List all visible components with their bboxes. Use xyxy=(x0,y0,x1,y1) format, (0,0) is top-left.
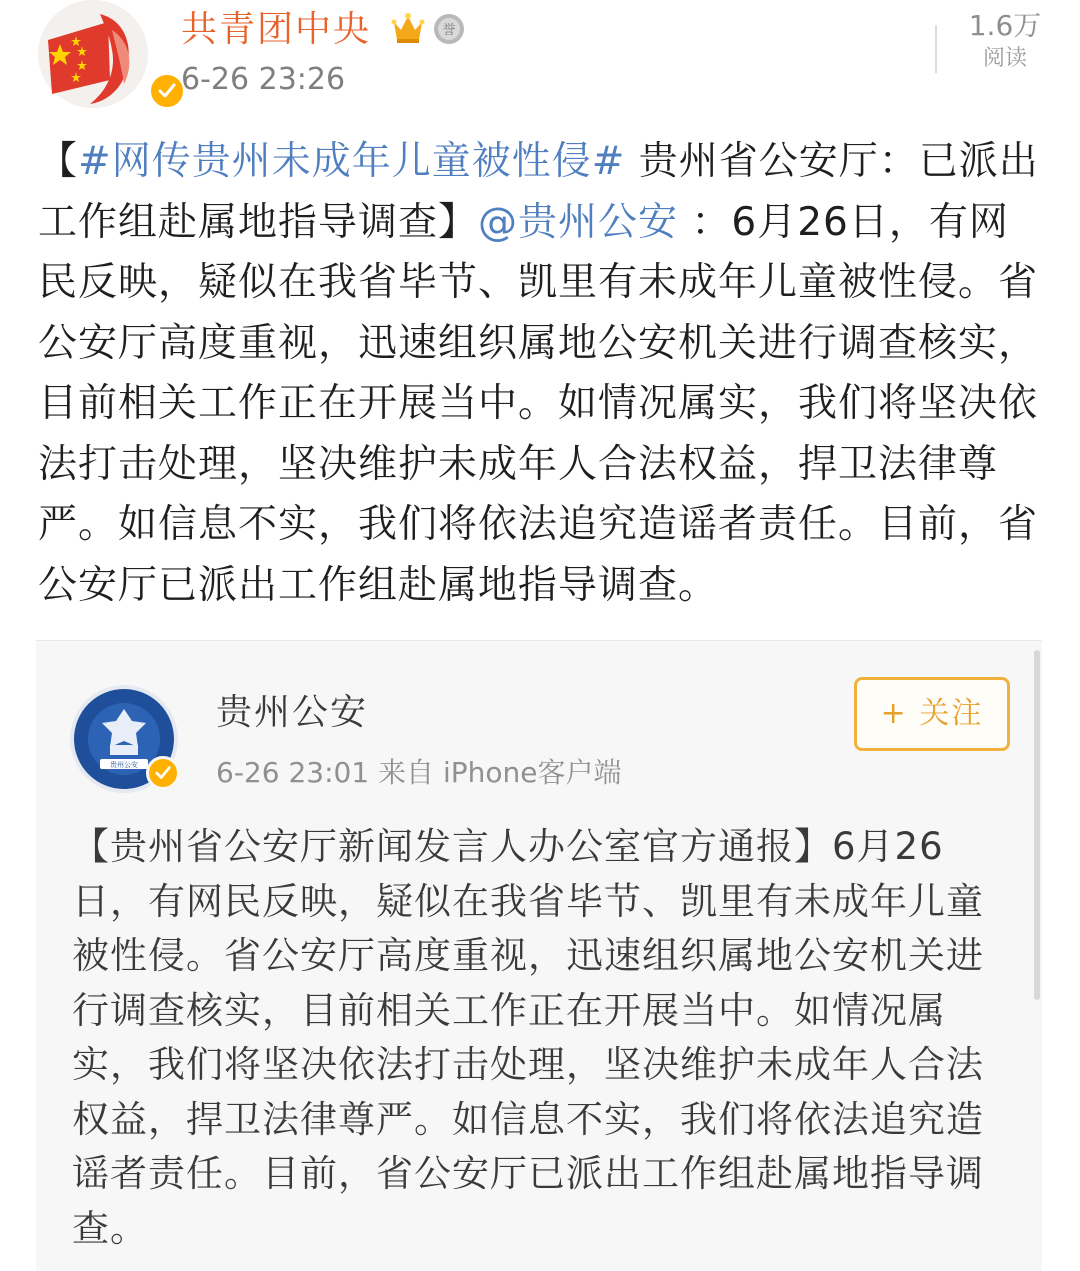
author-name[interactable]: 共青团中央 xyxy=(181,9,372,50)
post-body xyxy=(38,132,1048,616)
repost-body-text: 【贵州省公安厅新闻发言人办公室官方通报】6月26日，有网民反映，疑似在我省毕节、凯里有未成年儿童被性侵。省公安厅高度重视，迅速组织属地公安机关进行调查核实，目前相关工作正在开展当中。如情况属实，我们将坚决依法打击处理，坚决维护未成年人合法权益，捍卫法律尊严。如信息不实，我们将依法追究造谣者责任。目前，省公安厅已派出工作组赴属地指导调查。 xyxy=(72,825,984,1250)
youth-league-logo xyxy=(38,0,148,108)
verified-check-icon xyxy=(146,756,180,790)
post-body-text: ：6月26日，有网民反映，疑似在我省毕节、凯里有未成年儿童被性侵。省公安厅高度重视，迅速组织属地公安机关进行调查核实，目前相关工作正在开展当中。如情况属实，我们将坚决依法打击处理，坚决维护未成年人合法权益，捍卫法律尊严。如信息不实，我们将依法追究造谣者责任。目前，省公安厅已派出工作组赴属地指导调查。 xyxy=(38,199,1039,608)
avatar-label: 贵州公安 xyxy=(110,761,138,769)
medal-icon[interactable] xyxy=(432,12,466,46)
read-label: 阅读 xyxy=(982,46,1027,71)
mention-link[interactable]: @贵州公安 xyxy=(478,199,679,245)
repost-author-name[interactable]: 贵州公安 xyxy=(216,692,369,733)
topic-link[interactable]: #网传贵州未成年儿童被性侵# xyxy=(78,139,626,184)
open-bracket: 【 xyxy=(38,139,79,184)
post-title-rest: 贵州省公安厅：已派出工作组赴属地指导调查】 xyxy=(38,139,1039,245)
post-time: 6-26 23:26 xyxy=(181,62,346,97)
crown-icon[interactable] xyxy=(390,10,426,46)
author-avatar[interactable] xyxy=(38,0,148,108)
scrollbar[interactable] xyxy=(1034,650,1040,1000)
repost-meta: 6-26 23:01 来自 iPhone客户端 xyxy=(216,756,622,789)
header-divider xyxy=(935,25,937,73)
svg-text:誉: 誉 xyxy=(442,23,456,38)
follow-button[interactable]: + 关注 xyxy=(854,677,1010,751)
read-count: 1.6万 xyxy=(968,9,1042,42)
